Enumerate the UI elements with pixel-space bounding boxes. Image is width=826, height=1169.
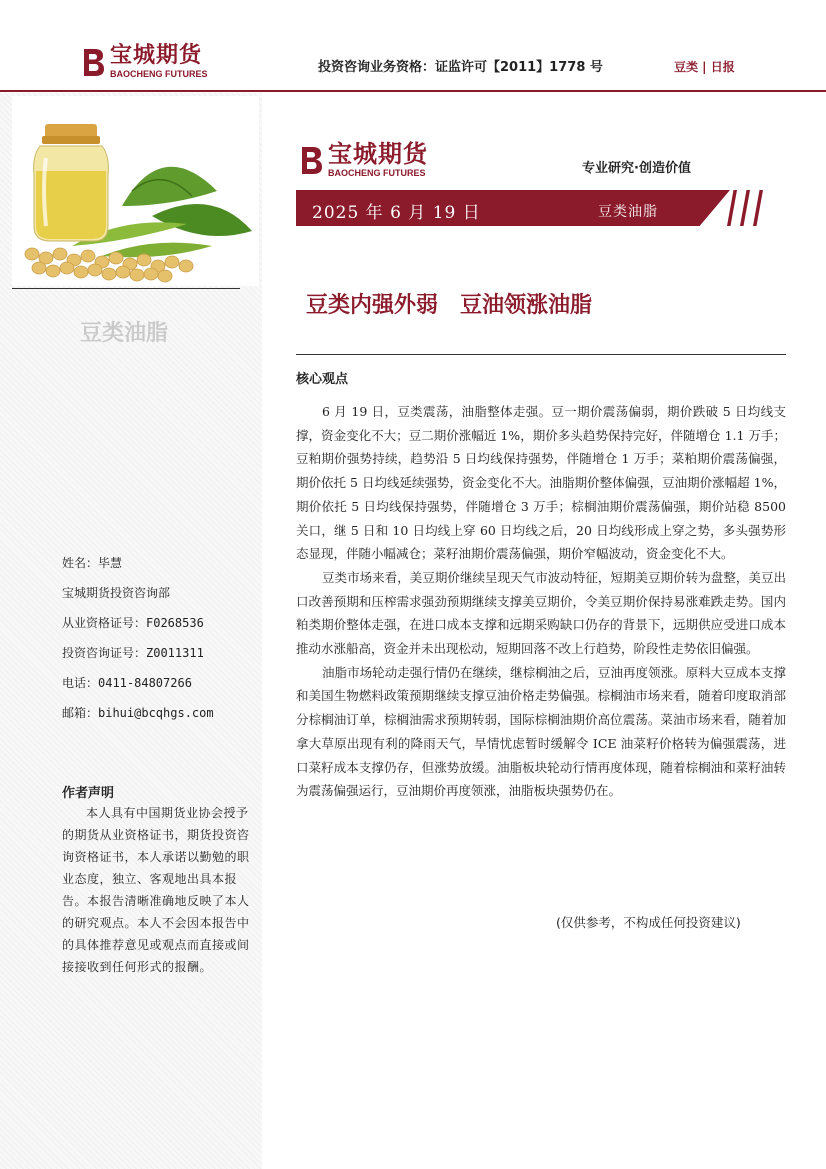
main-brand-name-cn: 宝城期货: [328, 140, 428, 168]
report-headline: 豆类内强外弱 豆油领涨油脂: [306, 293, 593, 318]
banner-stripe-2: [740, 190, 750, 226]
brand-name-cn: 宝城期货: [110, 43, 203, 68]
declaration-body: 本人具有中国期货业协会授予的期货从业资格证书，期货投资咨询资格证书，本人承诺以勤勉的职业态度，独立、客观地出具本报告。本报告清晰准确地反映了本人的研究观点。本人不会因本报告中的具体推荐意见或观点而直接或间接接收到任何形式的报酬。: [62, 806, 250, 974]
author-phone: 电话：0411-84807266: [62, 676, 192, 690]
banner-stripe-3: [753, 190, 763, 226]
main-brand-name-en: BAOCHENG FUTURES: [328, 168, 426, 178]
author-dept: 宝城期货投资咨询部: [62, 586, 171, 600]
report-sector: 豆类油脂: [598, 204, 658, 220]
brand-logo: [80, 45, 208, 79]
brand-logo-icon: [80, 47, 106, 77]
author-email: 邮箱：bihui@bcqhgs.com: [62, 706, 214, 720]
body-paragraph-1: 6 月 19 日，豆类震荡，油脂整体走强。豆一期价震荡偏弱，期价跌破 5 日均线支撑，资金变化不大；豆二期价涨幅近 1%，期价多头趋势保持完好，伴随增仓 1.1 万手；豆粕期价强势持续，趋势沿 5 日均线保持强势，伴随增仓 1 万手；菜粕期价震荡偏强，期价依托 5 日均线延续强势，资金变化不大。油脂期价整体偏强，豆油期价涨幅超 1%，期价依托 5 日均线保持强势，伴随增仓 3 万手；棕榈油期价震荡偏强，期价站稳 8500 关口，继 5 日和 10 日均线上穿 60 日均线之后，20 日均线形成上穿之势，多头强势形态显现，伴随小幅减仓；菜籽油期价震荡偏强，期价窄幅波动，资金变化不大。: [296, 404, 786, 562]
author-info: [62, 556, 262, 736]
banner-stripe-1: [727, 190, 737, 226]
brand-name-en: BAOCHENG FUTURES: [110, 69, 208, 79]
report-category: 豆类 | 日报: [674, 60, 735, 74]
section-title: 核心观点: [296, 372, 349, 387]
disclaimer: (仅供参考，不构成任何投资建议): [556, 915, 741, 930]
soybean-oil-image: [12, 96, 259, 286]
slogan: 专业研究·创造价值: [582, 161, 691, 176]
license-text: 投资咨询业务资格：证监许可【2011】1778 号: [318, 60, 603, 75]
body-paragraph-3: 油脂市场轮动走强行情仍在继续，继棕榈油之后，豆油再度领涨。原料大豆成本支撑和美国生物燃料政策预期继续支撑豆油价格走势偏强。棕榈油市场来看，随着印度取消部分棕榈油订单，棕榈油需求预期转弱，国际棕榈油期价高位震荡。菜油市场来看，随着加拿大草原出现有利的降雨天气，旱情忧虑暂时缓解令 ICE 油菜籽价格转为偏强震荡，进口菜籽成本支撑仍存，但涨势放缓。油脂板块轮动行情再度体现，随着棕榈油和菜籽油转为震荡偏强运行，豆油期价再度领涨，油脂板块强势仍在。: [296, 664, 786, 799]
main-brand-logo-icon: [298, 145, 324, 175]
headline-divider: [296, 354, 786, 355]
author-license-1: 从业资格证号：F0268536: [62, 616, 204, 630]
report-date: 2025 年 6 月 19 日: [312, 203, 481, 223]
soybean-oil-photo: [12, 96, 259, 286]
report-body: [296, 400, 786, 803]
author-license-2: 投资咨询证号：Z0011311: [62, 646, 204, 660]
photo-divider: [12, 288, 240, 289]
main-brand-logo: [298, 142, 428, 178]
body-paragraph-2: 豆类市场来看，美豆期价继续呈现天气市波动特征，短期美豆期价转为盘整，美豆出口改善预期和压榨需求强劲预期继续支撑美豆期价，令美豆期价保持易涨难跌走势。国内粕类期价整体走强，在进口成本支撑和远期采购缺口仍存的背景下，远期供应受进口成本推动水涨船高，资金并未出现松动，短期回落不改上行趋势，阶段性走势依旧偏强。: [296, 569, 786, 657]
header-divider: [0, 90, 826, 92]
author-name: 姓名：毕慧: [62, 556, 123, 570]
sidebar-title: 豆类油脂: [80, 321, 169, 346]
declaration-title: 作者声明: [62, 786, 115, 801]
page-header: [0, 0, 826, 90]
